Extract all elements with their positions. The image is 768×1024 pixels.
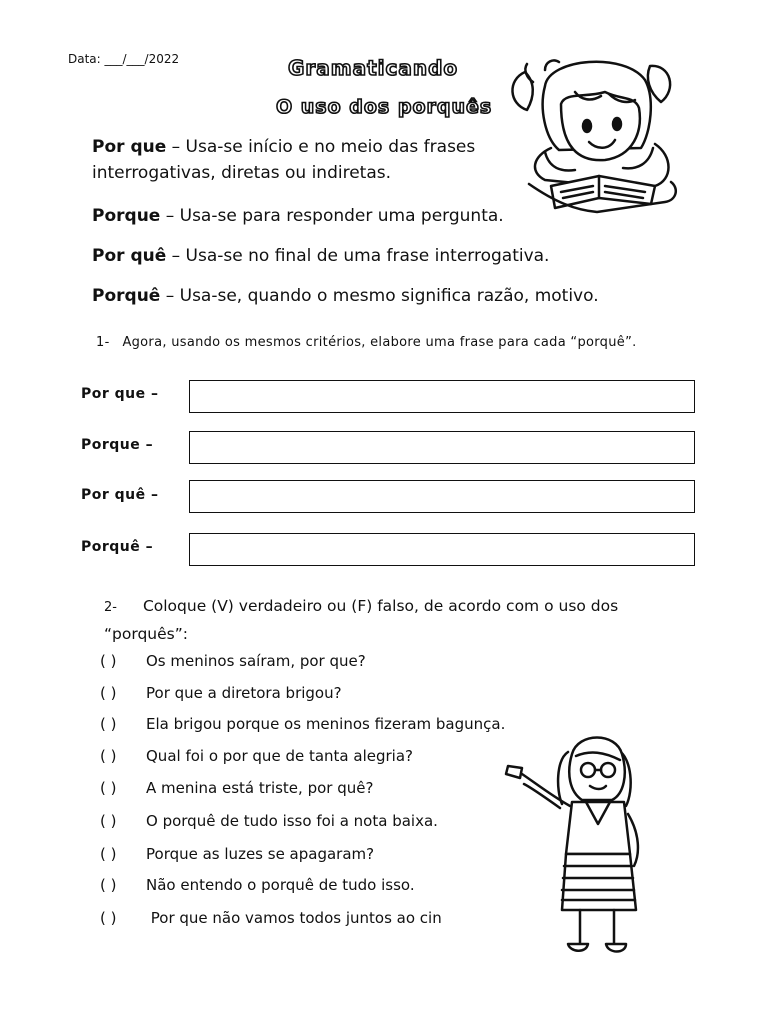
rule-term: Por que	[92, 137, 167, 157]
exercise-number: 2-	[104, 600, 117, 615]
rule-text: – Usa-se no final de uma frase interrogativa.	[166, 246, 550, 266]
date-line: Data: ___/___/2022	[68, 52, 180, 66]
answer-checkbox[interactable]: ( )	[100, 876, 117, 894]
rule-porque-acento	[92, 283, 712, 309]
list-item-text: Não entendo o porquê de tudo isso.	[146, 876, 415, 894]
field-label-por-que-acento: Por quê –	[81, 487, 159, 503]
answer-checkbox[interactable]: ( )	[100, 652, 117, 670]
rule-text: – Usa-se para responder uma pergunta.	[160, 206, 504, 226]
rule-text-continued: interrogativas, diretas ou indiretas.	[92, 163, 392, 183]
answer-checkbox[interactable]: ( )	[100, 715, 117, 733]
field-label-por-que: Por que –	[81, 386, 159, 402]
answer-checkbox[interactable]: ( )	[100, 684, 117, 702]
list-item-text: Ela brigou porque os meninos fizeram bagunça.	[146, 715, 506, 733]
list-item	[100, 715, 505, 733]
answer-input-por-que[interactable]	[189, 380, 695, 413]
rule-por-que-acento	[92, 243, 692, 269]
list-item-text: Porque as luzes se apagaram?	[146, 845, 375, 863]
page-subtitle: O uso dos porquês	[276, 96, 493, 118]
list-item	[100, 876, 415, 894]
list-item	[100, 684, 342, 702]
answer-input-por-que-acento[interactable]	[189, 480, 695, 513]
list-item-text: A menina está triste, por quê?	[146, 779, 374, 797]
list-item	[100, 845, 374, 863]
exercise-number: 1-	[96, 335, 110, 350]
answer-input-porque-acento[interactable]	[189, 533, 695, 566]
exercise-2-prompt	[104, 593, 664, 647]
rule-por-que	[92, 134, 542, 186]
list-item	[100, 909, 442, 927]
list-item-text: O porquê de tudo isso foi a nota baixa.	[146, 812, 438, 830]
rule-porque	[92, 203, 652, 229]
field-label-porque-acento: Porquê –	[81, 539, 154, 555]
exercise-1-prompt	[80, 334, 680, 352]
answer-checkbox[interactable]: ( )	[100, 747, 117, 765]
field-label-porque: Porque –	[81, 437, 154, 453]
list-item-text: Por que não vamos todos juntos ao cin	[146, 909, 442, 927]
answer-checkbox[interactable]: ( )	[100, 845, 117, 863]
rule-term: Porquê	[92, 286, 161, 306]
answer-checkbox[interactable]: ( )	[100, 779, 117, 797]
rule-text: – Usa-se início e no meio das frases	[166, 137, 476, 157]
list-item-text: Os meninos saíram, por que?	[146, 652, 366, 670]
rule-term: Porque	[92, 206, 161, 226]
list-item	[100, 812, 438, 830]
girl-pointing-icon	[500, 730, 660, 962]
list-item	[100, 747, 413, 765]
list-item	[100, 652, 366, 670]
answer-checkbox[interactable]: ( )	[100, 812, 117, 830]
answer-input-porque[interactable]	[189, 431, 695, 464]
list-item-text: Por que a diretora brigou?	[146, 684, 342, 702]
page-title: Gramaticando	[288, 56, 459, 80]
list-item-text: Qual foi o por que de tanta alegria?	[146, 747, 413, 765]
exercise-prompt-text: Agora, usando os mesmos critérios, elabore uma frase para cada “porquê”.	[122, 335, 637, 350]
list-item	[100, 779, 373, 797]
answer-checkbox[interactable]: ( )	[100, 909, 117, 927]
rule-text: – Usa-se, quando o mesmo significa razão, motivo.	[160, 286, 599, 306]
exercise-prompt-text: Coloque (V) verdadeiro ou (F) falso, de acordo com o uso dos “porquês”:	[104, 597, 619, 643]
rule-term: Por quê	[92, 246, 167, 266]
